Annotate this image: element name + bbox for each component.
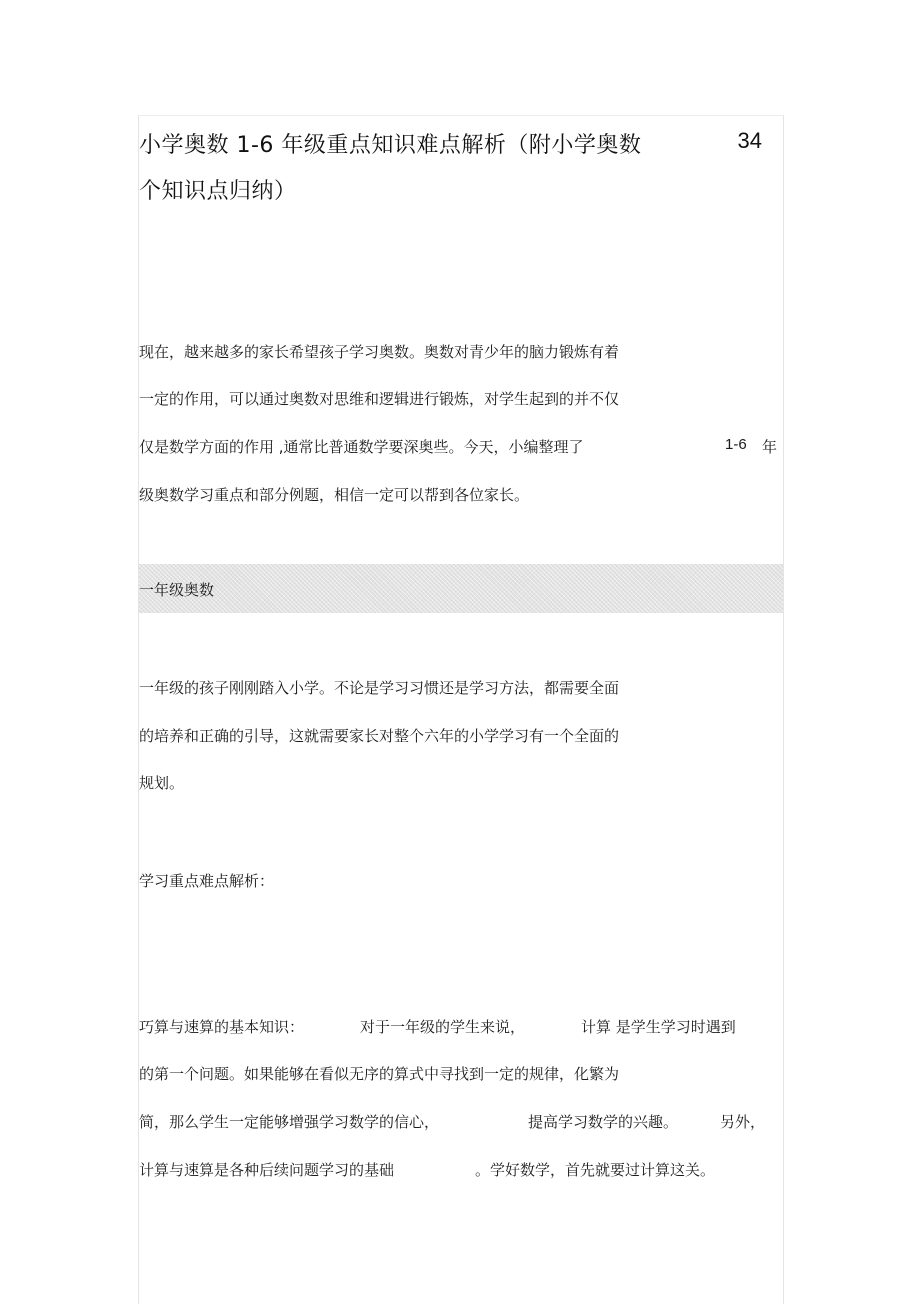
document-title-line-2: 个知识点归纳）: [139, 179, 297, 204]
document-title-number: 34: [737, 128, 762, 153]
section-heading: 一年级奥数: [139, 581, 215, 599]
section-paragraph-2-line-4a: 计算与速算是各种后续问题学习的基础: [139, 1161, 395, 1179]
section-paragraph-1-line-3: 规划。: [139, 774, 185, 792]
section-paragraph-1-line-2: 的培养和正确的引导，这就需要家长对整个六年的小学学习有一个全面的: [139, 727, 620, 745]
section-paragraph-2-line-3a: 简，那么学生一定能够增强学习数学的信心，: [139, 1113, 440, 1131]
intro-line-1: 现在，越来越多的家长希望孩子学习奥数。奥数对青少年的脑力锻炼有着: [139, 343, 620, 361]
section-paragraph-2-line-1c: 计算 是学生学习时遇到: [581, 1018, 736, 1036]
section-paragraph-2-line-3b: 提高学习数学的兴趣。: [528, 1113, 679, 1131]
section-paragraph-2-line-1a: 巧算与速算的基本知识：: [139, 1018, 305, 1036]
section-paragraph-2-line-3c: 另外，: [720, 1113, 766, 1131]
intro-line-3-end: 年: [762, 438, 778, 456]
intro-line-3-number: 1-6: [725, 436, 747, 453]
section-subheading: 学习重点难点解析：: [139, 872, 275, 890]
intro-line-3: 仅是数学方面的作用 ,通常比普通数学要深奥些。今天，小编整理了: [139, 438, 584, 456]
section-paragraph-1-line-1: 一年级的孩子刚刚踏入小学。不论是学习习惯还是学习方法，都需要全面: [139, 679, 620, 697]
intro-line-2: 一定的作用，可以通过奥数对思维和逻辑进行锻炼，对学生起到的并不仅: [139, 390, 620, 408]
intro-line-4: 级奥数学习重点和部分例题，相信一定可以帮到各位家长。: [139, 486, 530, 504]
section-paragraph-2-line-1b: 对于一年级的学生来说，: [360, 1018, 526, 1036]
section-paragraph-2-line-4b: 。学好数学，首先就要过计算这关。: [475, 1161, 716, 1179]
section-paragraph-2-line-2: 的第一个问题。如果能够在看似无序的算式中寻找到一定的规律，化繁为: [139, 1065, 620, 1083]
document-title-line-1: 小学奥数 1-6 年级重点知识难点解析（附小学奥数: [139, 133, 642, 158]
section-heading-band: [139, 564, 783, 613]
